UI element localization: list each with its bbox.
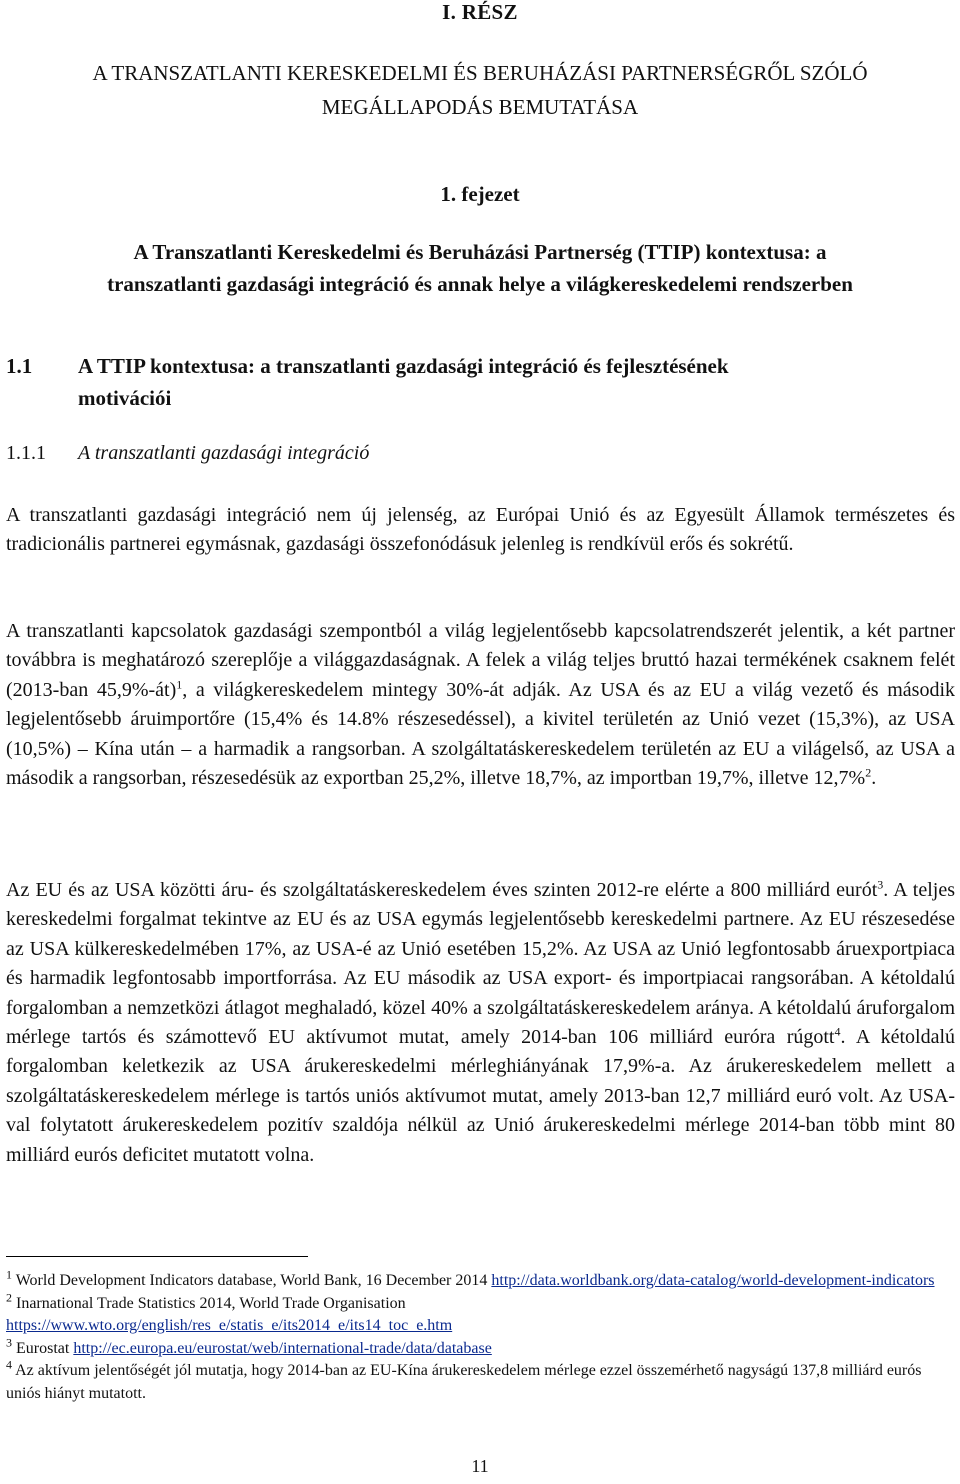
footnote-ref-4[interactable]: 4 <box>834 1024 841 1039</box>
main-title-line-2: MEGÁLLAPODÁS BEMUTATÁSA <box>321 95 639 119</box>
paragraph-2-text-a: A transzatlanti kapcsolatok gazdasági szempontból a világ legjelentősebb kapcsolatrendszerét jelentik, a két partner továbbra is meghatározó szereplője a világgazdaságnak. A felek a világ teljes bruttó hazai termékének csaknem felét (2013-ban 45,9%-át) <box>6 620 955 701</box>
footnote-3-text: Eurostat <box>16 1339 70 1357</box>
footnote-ref-2[interactable]: 2 <box>865 765 872 780</box>
paragraph-3-text-b: . A teljes kereskedelmi forgalmat tekintve az EU és az USA egymás legjelentősebb kereskedelmi partnere. Az EU részesedése az USA külkereskedelmében 17%, az USA-é az Unió esetében 15,2%. Az USA az Unió legfontosabb áruexportpiaca és harmadik legfontosabb importforrása. Az EU második az USA export- és importpiacai rangsorában. A kétoldalú forgalomban a nemzetközi átlagot meghaladó, közel 40% a szolgáltatáskereskedelem aránya. A kétoldalú áruforgalom mérlege tartós és számottevő EU aktívumot mutat, amely 2014-ban 106 milliárd euróra rúgott <box>6 879 955 1049</box>
paragraph-3 <box>6 876 955 1170</box>
paragraph-1 <box>6 501 955 560</box>
footnote-3 <box>6 1335 936 1361</box>
paragraph-1-text: A transzatlanti gazdasági integráció nem új jelenség, az Európai Unió és az Egyesült Államok természetes és tradicionális partnerei egymásnak, gazdasági összefonódásuk jelenleg is rendkívül erős és sokrétű. <box>6 504 955 556</box>
paragraph-3-text-c: . A kétoldalú forgalomban keletkezik az USA árukereskedelmi mérleghiányának 17,9%-a. Az árukereskedelem mellett a szolgáltatáskereskedelem mérlege is tartós uniós aktívumot mutat, amely 2013-ban 12,7 milliárd euró volt. Az USA-val folytatott árukereskedelem pozitív szaldója nélkül az Unió árukereskedelmi mérlege 2014-ban több mint 80 milliárd eurós deficitet mutatott volna. <box>6 1026 955 1166</box>
chapter-title-line-1: A Transzatlanti Kereskedelmi és Beruházási Partnerség (TTIP) kontextusa: a <box>133 240 827 264</box>
section-number: 1.1 <box>6 354 33 378</box>
footnote-1 <box>6 1267 936 1293</box>
footnote-ref-1[interactable]: 1 <box>176 677 183 692</box>
page-number: 11 <box>471 1456 489 1476</box>
paragraph-2-text-b: , a világkereskedelem mintegy 30%-át adják. Az USA és az EU a világ vezető és második legjelentősebb áruimportőre (15,4% és 14.8% részesedéssel), a kivitel területén az Unió vezet (15,3%), az USA (10,5%) – Kína után – a harmadik a rangsorban. A szolgáltatáskereskedelem területén az EU a világelső, az USA a második a rangsorban, részesedésük az exportban 25,2%, illetve 18,7%, az importban 19,7%, illetve 12,7% <box>6 678 955 790</box>
footnote-4-text: Az aktívum jelentőségét jól mutatja, hogy 2014-ban az EU-Kína árukereskedelem mérlege ezzel összemérhető nagyságú 137,8 milliárd eurós uniós hiányt mutatott. <box>6 1362 922 1402</box>
footnote-4 <box>6 1357 936 1405</box>
subsection-title: A transzatlanti gazdasági integráció <box>78 442 370 464</box>
footnote-ref-3[interactable]: 3 <box>877 877 884 892</box>
section-title-line-1: A TTIP kontextusa: a transzatlanti gazdasági integráció és fejlesztésének <box>78 354 729 378</box>
footnotes <box>6 1267 936 1405</box>
chapter-number: 1. fejezet <box>440 182 520 206</box>
footnote-2 <box>6 1290 936 1338</box>
footnote-2-number: 2 <box>6 1290 12 1305</box>
footnote-1-text: World Development Indicators database, World Bank, 16 December 2014 <box>15 1272 488 1289</box>
footnote-1-link[interactable]: http://data.worldbank.org/data-catalog/world-development-indicators <box>491 1272 935 1289</box>
chapter-title <box>0 236 960 300</box>
section-title-line-2: motivációi <box>78 386 172 410</box>
footnote-separator <box>6 1256 308 1257</box>
part-title: I. RÉSZ <box>442 0 518 24</box>
paragraph-2 <box>6 617 955 793</box>
footnote-3-link[interactable]: http://ec.europa.eu/eurostat/web/international-trade/data/database <box>73 1339 492 1357</box>
main-title-line-1: A TRANSZATLANTI KERESKEDELMI ÉS BERUHÁZÁSI PARTNERSÉGRŐL SZÓLÓ <box>92 61 868 85</box>
main-title <box>0 56 960 124</box>
subsection-heading <box>6 442 946 472</box>
footnote-1-number: 1 <box>6 1267 12 1282</box>
subsection-number: 1.1.1 <box>6 442 46 464</box>
footnote-2-text: Inarnational Trade Statistics 2014, World Trade Organisation <box>16 1294 406 1312</box>
paragraph-3-text-a: Az EU és az USA közötti áru- és szolgáltatáskereskedelem éves szinten 2012-re elérte a 800 milliárd eurót <box>6 879 878 901</box>
section-heading <box>6 354 946 418</box>
paragraph-2-text-c: . <box>871 767 877 790</box>
chapter-title-line-2: transzatlanti gazdasági integráció és annak helye a világkereskedelemi rendszerben <box>107 272 853 296</box>
footnote-3-number: 3 <box>6 1335 12 1350</box>
footnote-2-link[interactable]: https://www.wto.org/english/res_e/statis_e/its2014_e/its14_toc_e.htm <box>6 1317 453 1334</box>
footnote-4-number: 4 <box>6 1357 12 1372</box>
